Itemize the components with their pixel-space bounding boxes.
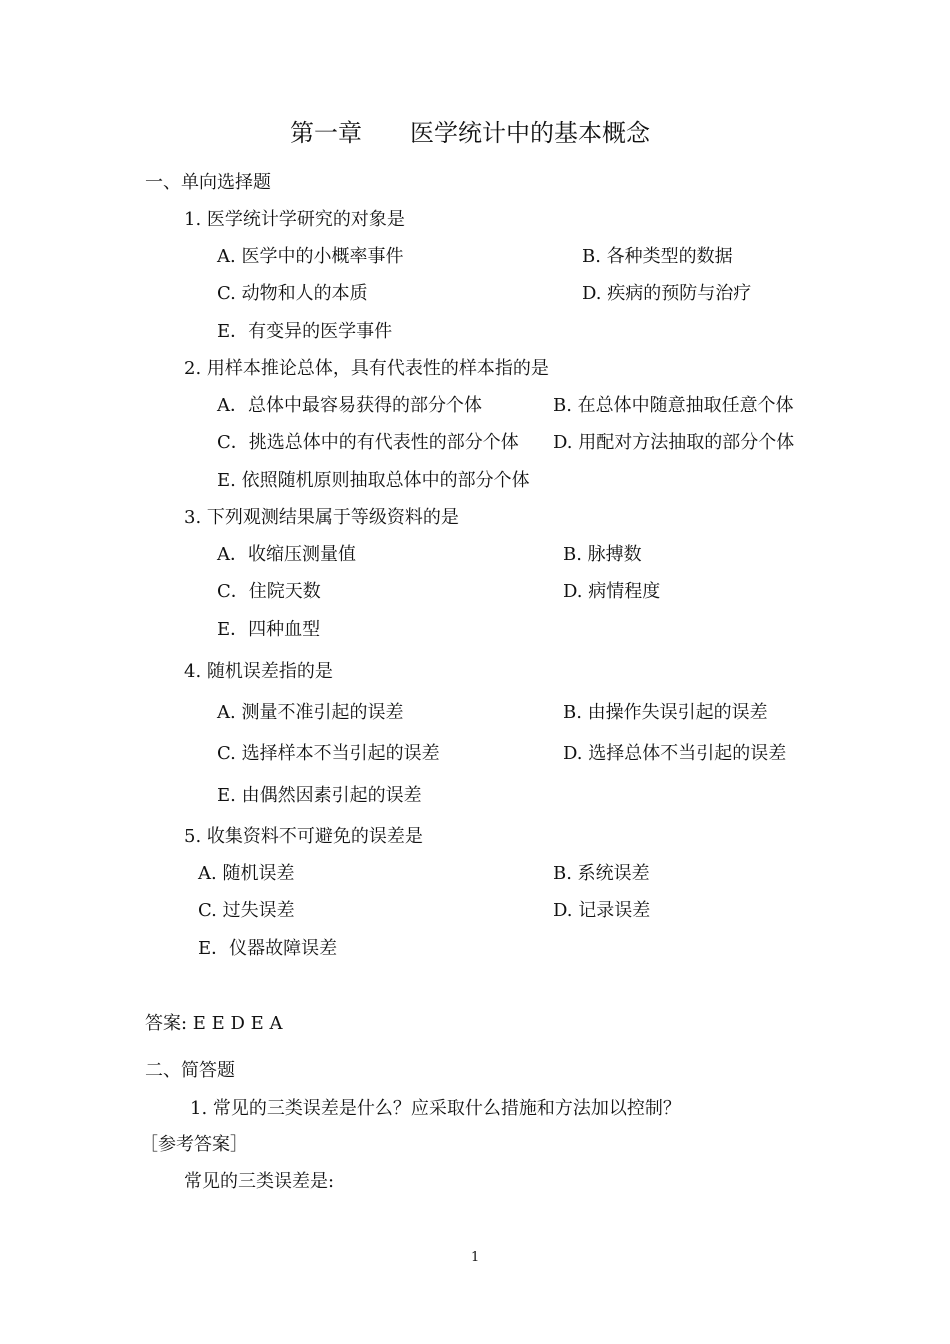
- question-2-stem: 2. 用样本推论总体，具有代表性的样本指的是: [184, 358, 549, 379]
- question-4-stem: 4. 随机误差指的是: [184, 661, 333, 682]
- section-heading-single-choice: 一、单向选择题: [145, 172, 271, 193]
- reference-answer-body: 常见的三类误差是:: [184, 1171, 335, 1192]
- question-5-stem: 5. 收集资料不可避免的误差是: [184, 826, 423, 847]
- question-5-option-c: C. 过失误差: [198, 900, 295, 921]
- question-2-option-e: E. 依照随机原则抽取总体中的部分个体: [217, 470, 530, 491]
- question-1-option-a: A. 医学中的小概率事件: [217, 246, 404, 267]
- question-2-option-d: D. 用配对方法抽取的部分个体: [553, 432, 795, 453]
- answer-key: 答案: E E D E A: [145, 1013, 283, 1034]
- question-4-option-d: D. 选择总体不当引起的误差: [563, 743, 787, 764]
- question-4-option-b: B. 由操作失误引起的误差: [563, 702, 768, 723]
- question-4-option-e: E. 由偶然因素引起的误差: [217, 785, 422, 806]
- question-1-option-e: E．有变异的医学事件: [217, 321, 393, 342]
- question-3-option-d: D. 病情程度: [563, 581, 661, 602]
- question-2-option-b: B. 在总体中随意抽取任意个体: [553, 395, 794, 416]
- question-3-option-e: E．四种血型: [217, 619, 321, 640]
- page-number: 1: [471, 1250, 480, 1265]
- short-answer-question-1: 1. 常见的三类误差是什么？应采取什么措施和方法加以控制？: [190, 1098, 681, 1119]
- question-2-option-a: A．总体中最容易获得的部分个体: [217, 395, 482, 416]
- question-5-option-a: A. 随机误差: [198, 863, 295, 884]
- question-3-option-a: A．收缩压测量值: [217, 544, 356, 565]
- question-1-option-b: B. 各种类型的数据: [582, 246, 733, 267]
- question-4-option-c: C. 选择样本不当引起的误差: [217, 743, 440, 764]
- question-4-option-a: A. 测量不准引起的误差: [217, 702, 404, 723]
- question-1-option-d: D. 疾病的预防与治疗: [582, 283, 752, 304]
- reference-answer-label: ［参考答案］: [140, 1134, 248, 1155]
- question-1-stem: 1. 医学统计学研究的对象是: [184, 209, 405, 230]
- question-1-option-c: C. 动物和人的本质: [217, 283, 368, 304]
- question-5-option-d: D. 记录误差: [553, 900, 651, 921]
- question-3-option-c: C．住院天数: [217, 581, 321, 602]
- question-2-option-c: C．挑选总体中的有代表性的部分个体: [217, 432, 519, 453]
- question-3-option-b: B. 脉搏数: [563, 544, 642, 565]
- question-5-option-b: B. 系统误差: [553, 863, 650, 884]
- section-heading-short-answer: 二、简答题: [145, 1060, 235, 1081]
- question-5-option-e: E．仪器故障误差: [198, 938, 338, 959]
- page-title: 第一章 医学统计中的基本概念: [290, 119, 650, 147]
- question-3-stem: 3. 下列观测结果属于等级资料的是: [184, 507, 459, 528]
